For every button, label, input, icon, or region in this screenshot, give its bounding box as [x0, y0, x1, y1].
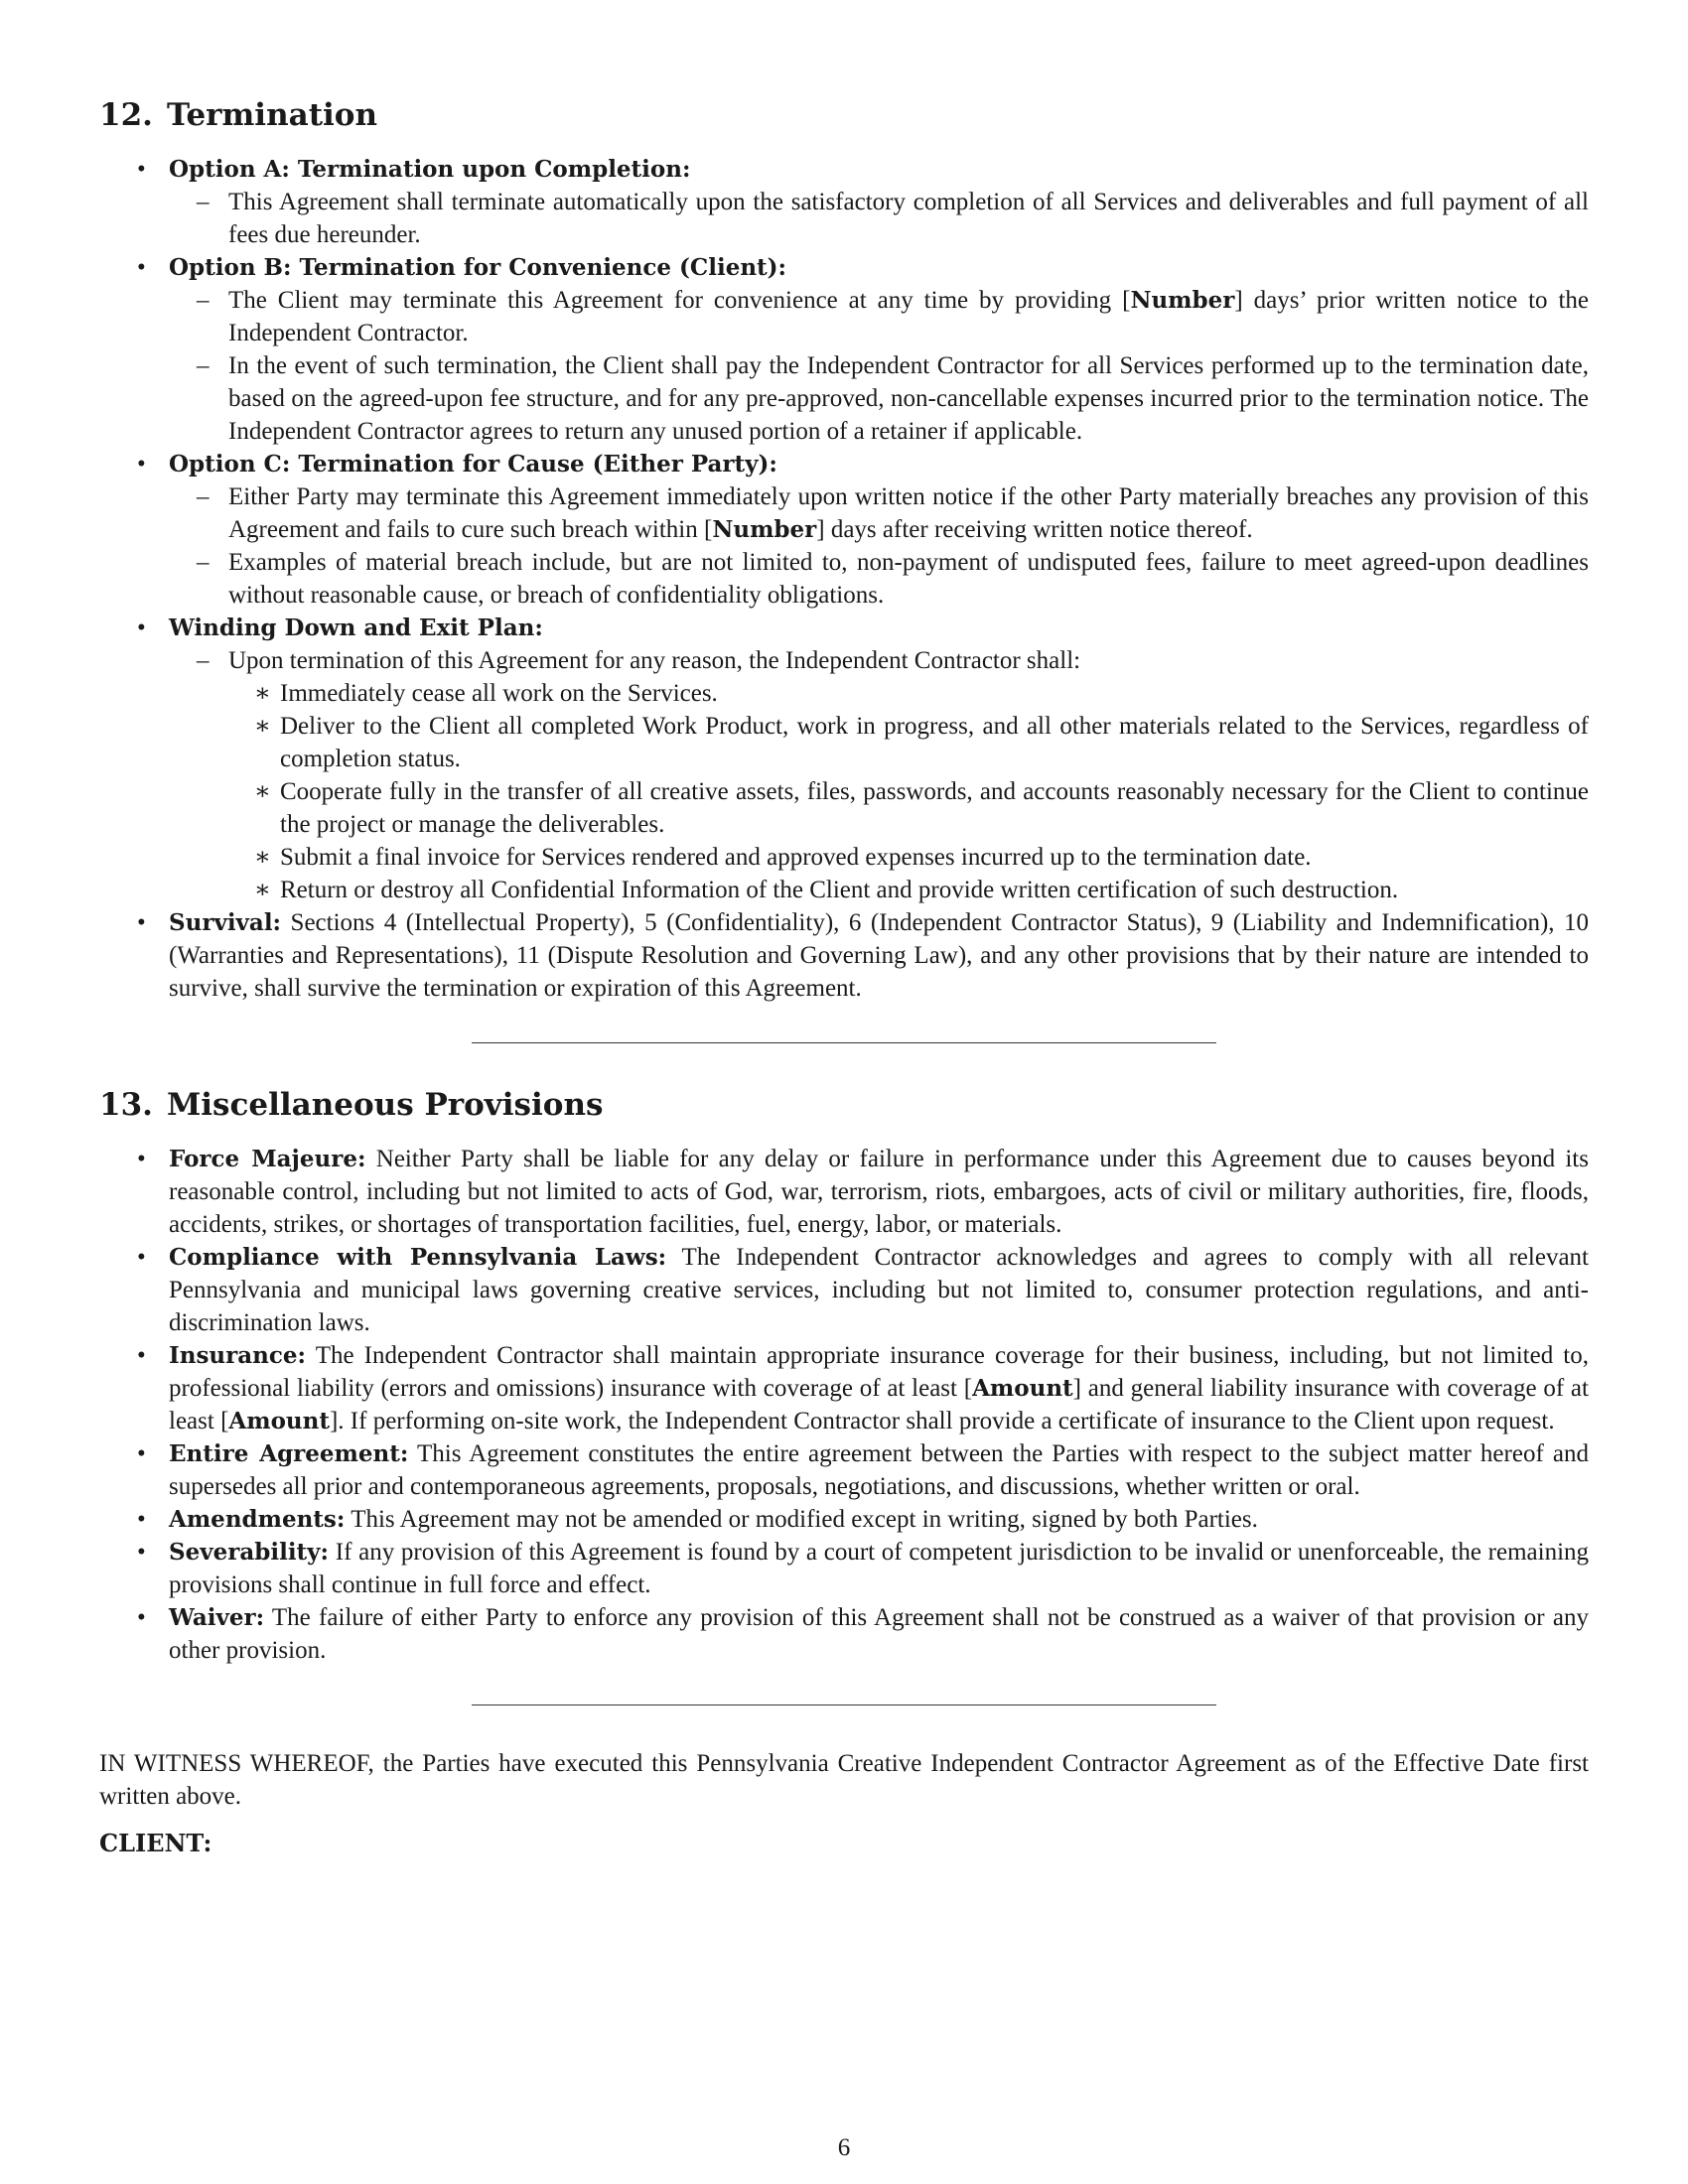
- placeholder-number: Number: [1130, 287, 1235, 314]
- option-a-text: This Agreement shall terminate automatically upon the satisfactory completion of all Services and deliverables and full payment of all fees due hereunder.: [228, 189, 1589, 248]
- exit-step: Cooperate fully in the transfer of all creative assets, files, passwords, and accounts reasonably necessary for the Client to continue the project or manage the deliverables.: [280, 778, 1589, 838]
- waiver: [99, 1601, 1589, 1667]
- termination-list: [99, 153, 1589, 1005]
- option-b-label: Option B: Termination for Convenience (Client):: [169, 254, 787, 281]
- list-item: [228, 841, 1589, 874]
- force-majeure-label: Force Majeure:: [169, 1146, 366, 1172]
- winding-down: [99, 612, 1589, 906]
- entire-agreement-text: This Agreement constitutes the entire agreement between the Parties with respect to the subject matter hereof and supersedes all prior and contemporaneous agreements, proposals, negotiations, and discussions, whether written or oral.: [169, 1440, 1589, 1500]
- list-item: [169, 349, 1589, 448]
- force-majeure: [99, 1143, 1589, 1241]
- section-12-heading: [99, 95, 1589, 135]
- survival: [99, 906, 1589, 1005]
- horizontal-rule: [472, 1705, 1216, 1706]
- list-item: [169, 480, 1589, 546]
- placeholder-amount: Amount: [972, 1375, 1073, 1402]
- section-title: Termination: [166, 97, 378, 133]
- amendments-label: Amendments:: [169, 1506, 346, 1533]
- section-title: Miscellaneous Provisions: [166, 1087, 604, 1123]
- waiver-text: The failure of either Party to enforce any provision of this Agreement shall not be construed as a waiver of that provision or any other provision.: [169, 1604, 1589, 1664]
- list-item: [228, 710, 1589, 775]
- text-segment: The Independent Contractor shall maintain appropriate insurance coverage for their business, including, but not limited to, professional liability (errors and omissions) insurance with coverage of at least [: [169, 1342, 1589, 1402]
- list-item: [169, 644, 1589, 906]
- winding-down-label: Winding Down and Exit Plan:: [169, 614, 543, 641]
- severability: [99, 1536, 1589, 1601]
- amendments: [99, 1503, 1589, 1536]
- option-c-label: Option C: Termination for Cause (Either Party):: [169, 451, 777, 478]
- survival-text: Sections 4 (Intellectual Property), 5 (Confidentiality), 6 (Independent Contractor Status), 9 (Liability and Indemnification), 10 (Warranties and Representations), 11 (Dispute Resolution and Governing Law), and any other provisions that by their nature are intended to survive, shall survive the termination or expiration of this Agreement.: [169, 909, 1590, 1002]
- severability-label: Severability:: [169, 1539, 330, 1566]
- winding-intro: Upon termination of this Agreement for any reason, the Independent Contractor shall:: [228, 647, 1081, 674]
- option-b-text: In the event of such termination, the Client shall pay the Independent Contractor for all Services performed up to the termination date, based on the agreed-upon fee structure, and for any pre-approved, non-cancellable expenses incurred prior to the termination notice. The Independent Contractor agrees to return any unused portion of a retainer if applicable.: [228, 352, 1589, 445]
- text-segment: ]. If performing on-site work, the Independent Contractor shall provide a certificate of insurance to the Client upon request.: [329, 1408, 1555, 1434]
- section-13-heading: [99, 1085, 1589, 1125]
- section-number: 12.: [99, 97, 153, 133]
- survival-label: Survival:: [169, 909, 282, 936]
- client-label: CLIENT:: [99, 1829, 212, 1857]
- option-a: [99, 153, 1589, 251]
- exit-step: Immediately cease all work on the Services.: [280, 680, 718, 707]
- compliance-label: Compliance with Pennsylvania Laws:: [169, 1244, 667, 1271]
- text-segment: ] and general liability insurance with coverage of at least [: [169, 1375, 1589, 1434]
- option-a-label: Option A: Termination upon Completion:: [169, 156, 691, 183]
- list-item: [228, 677, 1589, 710]
- list-item: [169, 284, 1589, 349]
- placeholder-number: Number: [712, 516, 817, 543]
- entire-agreement: [99, 1437, 1589, 1503]
- option-c-text: Examples of material breach include, but are not limited to, non-payment of undisputed fees, failure to meet agreed-upon deadlines without reasonable cause, or breach of confidentiality obligations.: [228, 549, 1589, 609]
- witness-clause: IN WITNESS WHEREOF, the Parties have executed this Pennsylvania Creative Independent Contractor Agreement as of the Effective Date first written above.: [99, 1750, 1589, 1810]
- insurance: [99, 1339, 1589, 1437]
- text-segment: Either Party may terminate this Agreement immediately upon written notice if the other Party materially breaches any provision of this Agreement and fails to cure such breach within [: [228, 483, 1589, 543]
- severability-text: If any provision of this Agreement is found by a court of competent jurisdiction to be invalid or unenforceable, the remaining provisions shall continue in full force and effect.: [169, 1539, 1590, 1598]
- document-page: [99, 95, 1589, 1859]
- option-b: [99, 251, 1589, 448]
- compliance: [99, 1241, 1589, 1339]
- text-segment: The Client may terminate this Agreement for convenience at any time by providing [: [228, 287, 1131, 314]
- placeholder-amount: Amount: [228, 1408, 330, 1434]
- text-segment: ] days’ prior written notice to the Independent Contractor.: [228, 287, 1590, 346]
- force-majeure-text: Neither Party shall be liable for any delay or failure in performance under this Agreement due to causes beyond its reasonable control, including but not limited to acts of God, war, terrorism, riots, embargoes, acts of civil or military authorities, fire, floods, accidents, strikes, or shortages of transportation facilities, fuel, energy, labor, or materials.: [169, 1146, 1589, 1238]
- entire-agreement-label: Entire Agreement:: [169, 1440, 409, 1467]
- horizontal-rule: [472, 1042, 1216, 1043]
- misc-list: [99, 1143, 1589, 1667]
- list-item: [228, 775, 1589, 841]
- option-c: [99, 448, 1589, 612]
- list-item: [169, 186, 1589, 251]
- section-number: 13.: [99, 1087, 153, 1123]
- text-segment: ] days after receiving written notice thereof.: [816, 516, 1253, 543]
- exit-step: Return or destroy all Confidential Information of the Client and provide written certification of such destruction.: [280, 877, 1399, 903]
- page-number: 6: [837, 2134, 851, 2161]
- compliance-text: The Independent Contractor acknowledges and agrees to comply with all relevant Pennsylvania and municipal laws governing creative services, including but not limited to, consumer protection regulations, and anti-discrimination laws.: [169, 1244, 1589, 1336]
- list-item: [228, 874, 1589, 906]
- insurance-label: Insurance:: [169, 1342, 307, 1369]
- list-item: [169, 546, 1589, 612]
- exit-step: Submit a final invoice for Services rendered and approved expenses incurred up to the termination date.: [280, 844, 1312, 871]
- amendments-text: This Agreement may not be amended or modified except in writing, signed by both Parties.: [351, 1506, 1258, 1533]
- exit-step: Deliver to the Client all completed Work Product, work in progress, and all other materials related to the Services, regardless of completion status.: [280, 713, 1589, 772]
- waiver-label: Waiver:: [169, 1604, 265, 1631]
